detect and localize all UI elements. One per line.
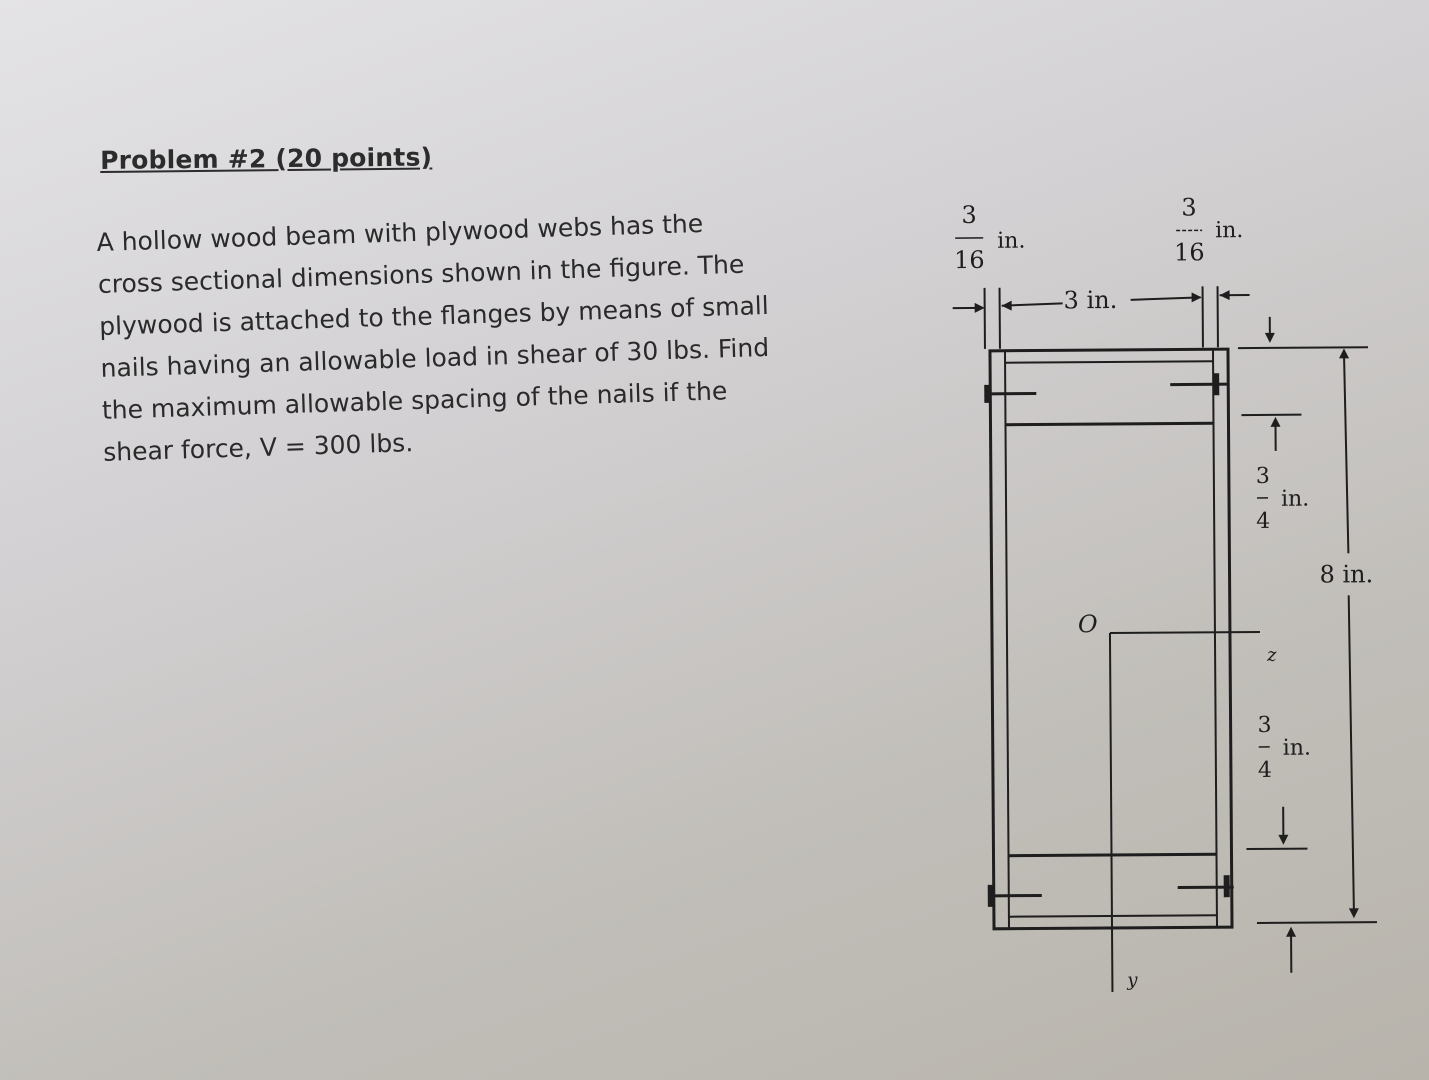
- statement-line: the maximum allowable spacing of the nails if the: [101, 376, 728, 425]
- arrowhead: [975, 303, 985, 313]
- height-dim-line-upper: [1344, 354, 1348, 553]
- right-web-numerator: 3: [1181, 193, 1197, 222]
- arrowhead: [1270, 417, 1280, 427]
- inner-width-label: 3 in.: [1063, 285, 1118, 315]
- statement-line: A hollow wood beam with plywood webs has the: [96, 208, 704, 257]
- arrowhead: [1339, 348, 1349, 358]
- arrowhead: [1286, 927, 1296, 937]
- nail-bottom-left: [988, 884, 1042, 906]
- statement-line: plywood is attached to the flanges by means of small: [98, 290, 770, 341]
- left-web-unit: in.: [997, 228, 1026, 254]
- dim-arrow-line: [1131, 297, 1201, 299]
- arrowhead: [1349, 908, 1359, 918]
- top-flange-bottom-edge: [1005, 423, 1213, 424]
- right-web-unit: in.: [1215, 218, 1244, 244]
- nail-bottom-right: [1178, 875, 1234, 897]
- left-web-numerator: 3: [961, 200, 977, 230]
- arrowhead: [1192, 292, 1202, 302]
- bottom-flange-denominator: 4: [1257, 757, 1273, 783]
- statement-line: cross sectional dimensions shown in the figure. The: [97, 249, 745, 299]
- height-label: 8 in.: [1319, 560, 1374, 589]
- top-flange-unit: in.: [1280, 486, 1310, 512]
- nail-top-right: [1170, 373, 1228, 395]
- left-web-inner-edge: [1005, 351, 1009, 929]
- statement-line: shear force, V = 300 lbs.: [102, 428, 414, 467]
- problem-title: Problem #2 (20 points): [100, 142, 433, 175]
- statement-line: nails having an allowable load in shear of 30 lbs. Find: [100, 332, 770, 383]
- right-web-denominator: 16: [1173, 238, 1205, 267]
- top-flange-top-edge: [1005, 361, 1213, 362]
- arrowhead: [1265, 333, 1275, 343]
- left-web-denominator: 16: [953, 245, 985, 275]
- z-axis-line: [1110, 632, 1260, 633]
- dim-extension-line: [1238, 347, 1368, 348]
- right-web-inner-edge: [1213, 349, 1217, 927]
- origin-label: O: [1077, 610, 1098, 639]
- arrowhead: [1002, 301, 1012, 311]
- height-dim-line-lower: [1349, 595, 1354, 910]
- nail-top-left: [984, 385, 1036, 403]
- bottom-flange-unit: in.: [1282, 735, 1312, 761]
- dim-extension-line: [1257, 922, 1377, 923]
- top-flange-numerator: 3: [1255, 463, 1270, 489]
- arrowhead: [1278, 835, 1288, 845]
- z-axis-label: z: [1267, 644, 1277, 666]
- bottom-flange-numerator: 3: [1257, 712, 1272, 738]
- arrowhead: [1220, 290, 1230, 300]
- y-axis-line: [1110, 633, 1113, 992]
- top-flange-denominator: 4: [1256, 508, 1271, 534]
- y-axis-label: y: [1127, 969, 1138, 991]
